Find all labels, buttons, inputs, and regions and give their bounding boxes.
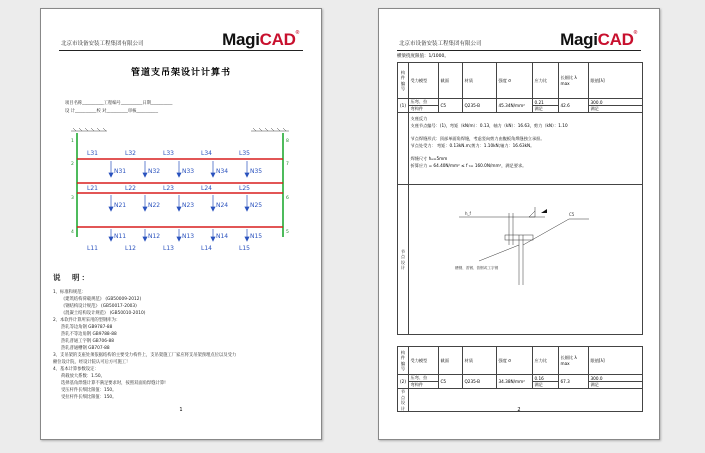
note-line: 《混凝土结构设计规范》 (GB50010-2010) <box>61 311 146 316</box>
approval-info-line: 设 计__________校 对__________审核__________ <box>65 109 158 114</box>
header-cell: 应力比 <box>533 63 559 99</box>
note-line: 2、本软件计算所采用的型钢库为： <box>53 318 121 323</box>
model-cell: 压弯、拉 <box>409 99 439 106</box>
header-cell: 限值[λ] <box>589 63 643 99</box>
header-cell: 强度 σ <box>497 347 533 375</box>
header-cell: 截面 <box>439 347 463 375</box>
node-number: 3 <box>71 196 74 201</box>
note-line: 热轧普通工字钢 GB706-88 <box>61 339 114 344</box>
note-line: 受压杆件长细比限值：150。 <box>61 388 117 393</box>
beam-label: L33 <box>163 150 174 157</box>
beam-label: L22 <box>125 185 136 192</box>
beam-label: L31 <box>87 150 98 157</box>
member-id: (2) <box>398 375 409 389</box>
load-label: N12 <box>148 233 161 240</box>
load-label: N35 <box>250 168 263 175</box>
beam-label: L35 <box>239 150 250 157</box>
header-divider <box>59 50 303 51</box>
header-cell: 强度 σ <box>497 63 533 99</box>
note-line: 热轧不等边角钢 GB9788-88 <box>61 332 117 337</box>
beam-label: L12 <box>125 245 136 252</box>
node-number: 8 <box>286 139 289 144</box>
note-line: 3、支吊架的支座处须依据结构的主要受力构件上，支吊架施工厂家应将支吊架预埋点位以及受力 <box>53 353 237 358</box>
note-line: 荷载放大系数：1.50。 <box>61 374 105 379</box>
load-label: N32 <box>148 168 161 175</box>
page-1 <box>40 8 322 440</box>
load-label: N11 <box>114 233 127 240</box>
beam-label: L15 <box>239 245 250 252</box>
note-line: 热轧普通槽钢 GB707-88 <box>61 346 110 351</box>
beam-label: L11 <box>87 245 98 252</box>
node-force: 节点处受力： 弯矩：0.13kN.m;剪力：1.10kN;轴力：16.63kN。 <box>410 143 535 148</box>
notes-title: 说 明： <box>53 273 91 282</box>
weld-size-label: h_f <box>465 211 471 216</box>
load-label: N21 <box>114 202 127 209</box>
header-cell: 长细比 λ max <box>559 347 589 375</box>
calc-table-2 <box>397 346 643 412</box>
deflection-limit: 横梁挠度限值：1/1000。 <box>397 54 449 59</box>
load-label: N24 <box>216 202 229 209</box>
section-cell: C5 <box>439 99 463 113</box>
node-number: 7 <box>286 162 289 167</box>
weld-size: 焊缝尺寸 hₑ=5mm <box>410 156 448 161</box>
note-line: 4、基本计算参数设定： <box>53 367 99 372</box>
model-cell: 弯构件 <box>409 106 439 113</box>
limit-cell: 300.0 <box>589 99 643 106</box>
node-number: 4 <box>71 230 74 235</box>
status-cell: 满足 <box>533 106 559 113</box>
page-2 <box>378 8 660 440</box>
status-cell: 满足 <box>589 106 643 113</box>
ratio-cell: 0.21 <box>533 99 559 106</box>
header-cell: 长细比 λ max <box>559 63 589 99</box>
weld-stress: 折算应力 = 64.40N/mm² ≤ f ₜ= 160.0N/mm²，满足要求。 <box>410 163 527 168</box>
slenderness-cell: 42.6 <box>559 99 589 113</box>
note-line: 1、标准和规范： <box>53 290 86 295</box>
header-cell: 材质 <box>463 63 497 99</box>
node-number: 1 <box>71 139 74 144</box>
load-label: N25 <box>250 202 263 209</box>
slenderness-cell: 67.3 <box>559 375 589 389</box>
limit-cell: 300.0 <box>589 375 643 382</box>
load-label: N31 <box>114 168 127 175</box>
beam-label: L25 <box>239 185 250 192</box>
node-design-label: 节点设计 <box>398 389 409 412</box>
load-label: N15 <box>250 233 263 240</box>
beam-label: L13 <box>163 245 174 252</box>
header-cell: 受力模型 <box>409 63 439 99</box>
material-cell: Q235-B <box>463 375 497 389</box>
load-label: N23 <box>182 202 195 209</box>
header-cell: 材质 <box>463 347 497 375</box>
ratio-cell: 0.16 <box>533 375 559 382</box>
header-cell: 截面 <box>439 63 463 99</box>
node-number: 5 <box>286 230 289 235</box>
support-reaction-title: 支座反力 <box>410 116 428 121</box>
header-cell: 限值[λ] <box>589 347 643 375</box>
note-line: 受拉杆件长细比限值：150。 <box>61 395 117 400</box>
load-label: N13 <box>182 233 195 240</box>
note-line: 选择基角焊缝计算不满足要求时，按照双面角焊缝计算! <box>61 381 166 386</box>
beam-label: L24 <box>201 185 212 192</box>
notes-section <box>53 274 313 401</box>
note-line: 《钢结构设计规范》 (GB50017-2003) <box>61 304 137 309</box>
note-line: 热轧等边角钢 GB9787-88 <box>61 325 113 330</box>
support-reaction-text: 支座节点编号：(1)，弯矩（kN/m）：0.13，轴力（kN）：16.63，剪力（kN）：1.10 <box>410 123 568 128</box>
load-label: N33 <box>182 168 195 175</box>
company-name: 北京市设备安装工程集团有限公司 <box>61 41 144 47</box>
material-note: 槽钢、普钢、普钢或工字钢 <box>455 266 499 270</box>
header-divider <box>397 50 641 51</box>
header-cell: 构件编号 <box>398 63 409 99</box>
node-number: 6 <box>286 196 289 201</box>
magicad-logo: MagiCAD® <box>560 30 637 49</box>
beam-label: L34 <box>201 150 212 157</box>
stress-cell: 34.38N/mm² <box>497 375 533 389</box>
status-cell: 满足 <box>533 382 559 389</box>
company-name: 北京市设备安装工程集团有限公司 <box>399 41 482 47</box>
page-number: 2 <box>517 407 521 413</box>
material-cell: Q235-B <box>463 99 497 113</box>
member-id: (1) <box>398 99 409 113</box>
note-line: 额位设计院，经设计院认可后方可施工！ <box>53 360 131 365</box>
beam-label: L32 <box>125 150 136 157</box>
weld-detail-drawing <box>449 205 619 295</box>
section-cell: C5 <box>439 375 463 389</box>
load-label: N14 <box>216 233 229 240</box>
node-number: 2 <box>71 162 74 167</box>
stress-cell: 45.34N/mm² <box>497 99 533 113</box>
load-label: N22 <box>148 202 161 209</box>
header-cell: 受力模型 <box>409 347 439 375</box>
beam-label: L21 <box>87 185 98 192</box>
model-cell: 弯构件 <box>409 382 439 389</box>
node-design-label: 节点设计 <box>398 185 409 335</box>
page-number: 1 <box>179 407 183 413</box>
header-cell: 构件编号 <box>398 347 409 375</box>
document-title: 管道支吊架设计计算书 <box>130 68 231 78</box>
section-label: C5 <box>569 212 575 217</box>
beam-label: L14 <box>201 245 212 252</box>
note-line: 《建筑结构荷载规范》 (GB50009-2012) <box>61 297 142 302</box>
model-cell: 压弯、拉 <box>409 375 439 382</box>
status-cell: 满足 <box>589 382 643 389</box>
project-info-line: 项目名称__________工程编号__________日期__________ <box>65 101 173 106</box>
support-frame-diagram <box>61 125 301 263</box>
load-label: N34 <box>216 168 229 175</box>
node-description: 节点焊缝形式：顶部单面角焊缝，考虑竖向剪力由腹板角焊缝独立承担。 <box>410 136 545 141</box>
magicad-logo: MagiCAD® <box>222 30 299 49</box>
header-cell: 应力比 <box>533 347 559 375</box>
beam-label: L23 <box>163 185 174 192</box>
